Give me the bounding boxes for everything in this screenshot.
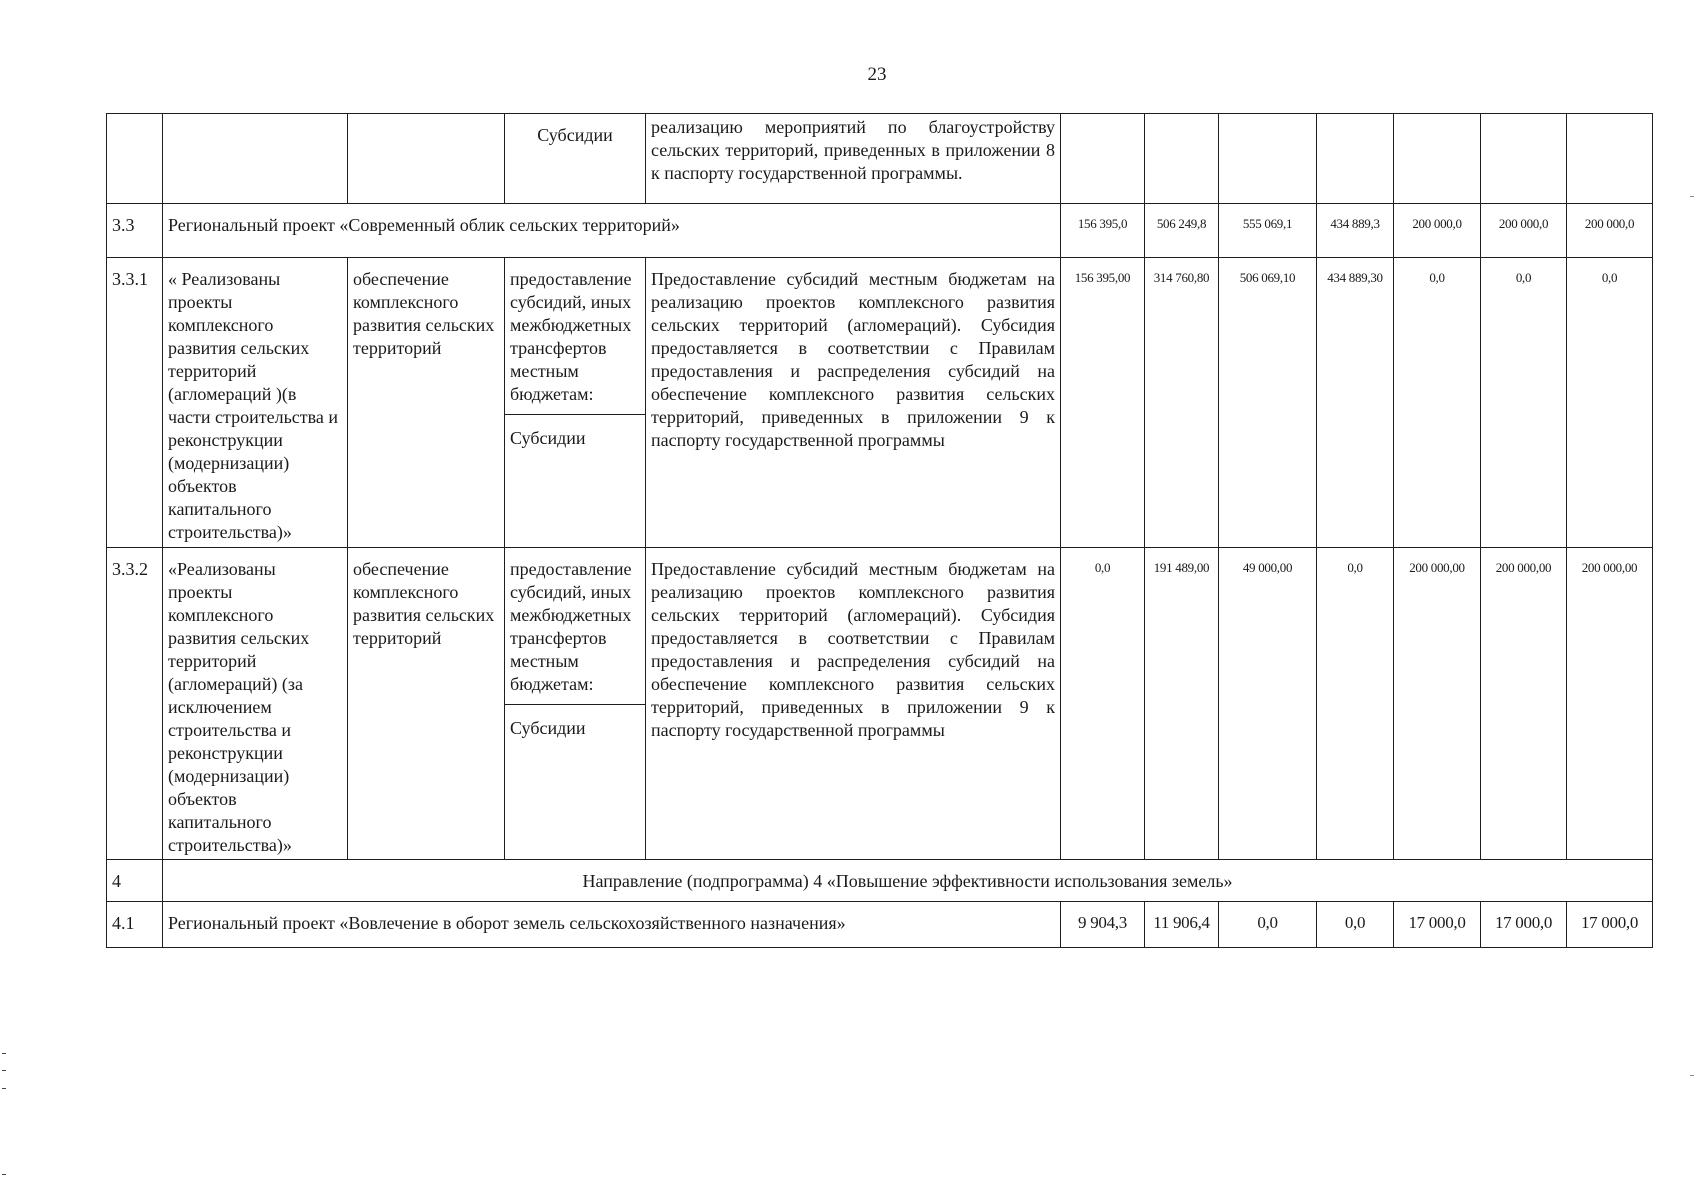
value-cell: 434 889,3 <box>1317 204 1394 258</box>
value-cell: 200 000,0 <box>1567 204 1653 258</box>
cell-idx: 3.3.2 <box>107 548 163 860</box>
cell-purpose: обеспечение комплексного развития сельских территорий <box>348 548 505 860</box>
scan-mark <box>2 1088 6 1089</box>
value-cell: 0,0 <box>1219 902 1317 948</box>
cell-name: «Реализованы проекты комплексного развития сельских территорий (агломераций) (за исключением строительства и реконструкции (модернизации) объектов капитального строительства)» <box>163 548 348 860</box>
cell-purpose: обеспечение комплексного развития сельских территорий <box>348 258 505 548</box>
value-cell: 0,0 <box>1061 548 1145 860</box>
cell-idx <box>107 114 163 204</box>
cell-form <box>505 258 646 548</box>
scan-mark <box>1690 1075 1694 1076</box>
form-top: предоставление субсидий, иных межбюджетных трансфертов местным бюджетам: <box>510 559 632 695</box>
table-row-3-3-1 <box>107 258 1653 548</box>
cell-idx: 4.1 <box>107 902 163 948</box>
value-cell: 200 000,0 <box>1394 204 1481 258</box>
page-number: 23 <box>867 64 887 85</box>
scan-mark <box>2 1174 6 1175</box>
cell-form: Субсидии <box>505 114 646 204</box>
value-cell: 200 000,00 <box>1481 548 1567 860</box>
cell-project-title: Региональный проект «Вовлечение в оборот земель сельскохозяйственного назначения» <box>163 902 1061 948</box>
value-cell: 0,0 <box>1317 548 1394 860</box>
form-bottom: Субсидии <box>505 704 645 740</box>
cell-purpose <box>348 114 505 204</box>
scan-mark <box>2 1070 6 1071</box>
value-cell: 200 000,00 <box>1567 548 1653 860</box>
value-cell: 156 395,00 <box>1061 258 1145 548</box>
value-cell: 506 069,10 <box>1219 258 1317 548</box>
value-cell: 0,0 <box>1567 258 1653 548</box>
value-cell: 555 069,1 <box>1219 204 1317 258</box>
cell-form <box>505 548 646 860</box>
value-cell: 17 000,0 <box>1394 902 1481 948</box>
value-cell: 314 760,80 <box>1145 258 1219 548</box>
value-cell: 200 000,00 <box>1394 548 1481 860</box>
value-cell: 506 249,8 <box>1145 204 1219 258</box>
value-cell: 17 000,0 <box>1481 902 1567 948</box>
cell-name: « Реализованы проекты комплексного развития сельских территорий (агломераций )(в части строительства и реконструкции (модернизации) объектов капитального строительства)» <box>163 258 348 548</box>
value-cell: 0,0 <box>1394 258 1481 548</box>
table-row-3-3 <box>107 204 1653 258</box>
program-table <box>106 113 1653 948</box>
cell-description: реализацию мероприятий по благоустройству сельских территорий, приведенных в приложении 8 к паспорту государственной программы. <box>646 114 1061 204</box>
table-row-4 <box>107 860 1653 902</box>
cell-idx: 3.3 <box>107 204 163 258</box>
value-cell: 191 489,00 <box>1145 548 1219 860</box>
value-cell: 9 904,3 <box>1061 902 1145 948</box>
cell-description: Предоставление субсидий местным бюджетам на реализацию проектов комплексного развития сельских территорий (агломераций). Субсидия предоставляется в соответствии с Правилам предоставления и распределения субсидий на обеспечение комплексного развития сельских территорий, приведенных в приложении 9 к паспорту государственной программы <box>646 548 1061 860</box>
value-cell: 156 395,0 <box>1061 204 1145 258</box>
cell-description: Предоставление субсидий местным бюджетам на реализацию проектов комплексного развития сельских территорий (агломераций). Субсидия предоставляется в соответствии с Правилам предоставления и распределения субсидий на обеспечение комплексного развития сельских территорий, приведенных в приложении 9 к паспорту государственной программы <box>646 258 1061 548</box>
value-cell: 434 889,30 <box>1317 258 1394 548</box>
scan-mark <box>2 1053 6 1054</box>
cell-idx: 3.3.1 <box>107 258 163 548</box>
cell-project-title: Региональный проект «Современный облик сельских территорий» <box>163 204 1061 258</box>
table-row-continuation <box>107 114 1653 204</box>
form-bottom: Субсидии <box>505 414 645 450</box>
cell-subprogram-title: Направление (подпрограмма) 4 «Повышение эффективности использования земель» <box>163 860 1653 902</box>
value-cell: 17 000,0 <box>1567 902 1653 948</box>
value-cell: 49 000,00 <box>1219 548 1317 860</box>
cell-name <box>163 114 348 204</box>
cell-idx: 4 <box>107 860 163 902</box>
value-cell: 0,0 <box>1317 902 1394 948</box>
value-cell: 0,0 <box>1481 258 1567 548</box>
table-row-3-3-2 <box>107 548 1653 860</box>
value-cell: 200 000,0 <box>1481 204 1567 258</box>
form-top: предоставление субсидий, иных межбюджетных трансфертов местным бюджетам: <box>510 269 632 405</box>
table-row-4-1 <box>107 902 1653 948</box>
value-cell: 11 906,4 <box>1145 902 1219 948</box>
scan-mark <box>1690 196 1694 197</box>
